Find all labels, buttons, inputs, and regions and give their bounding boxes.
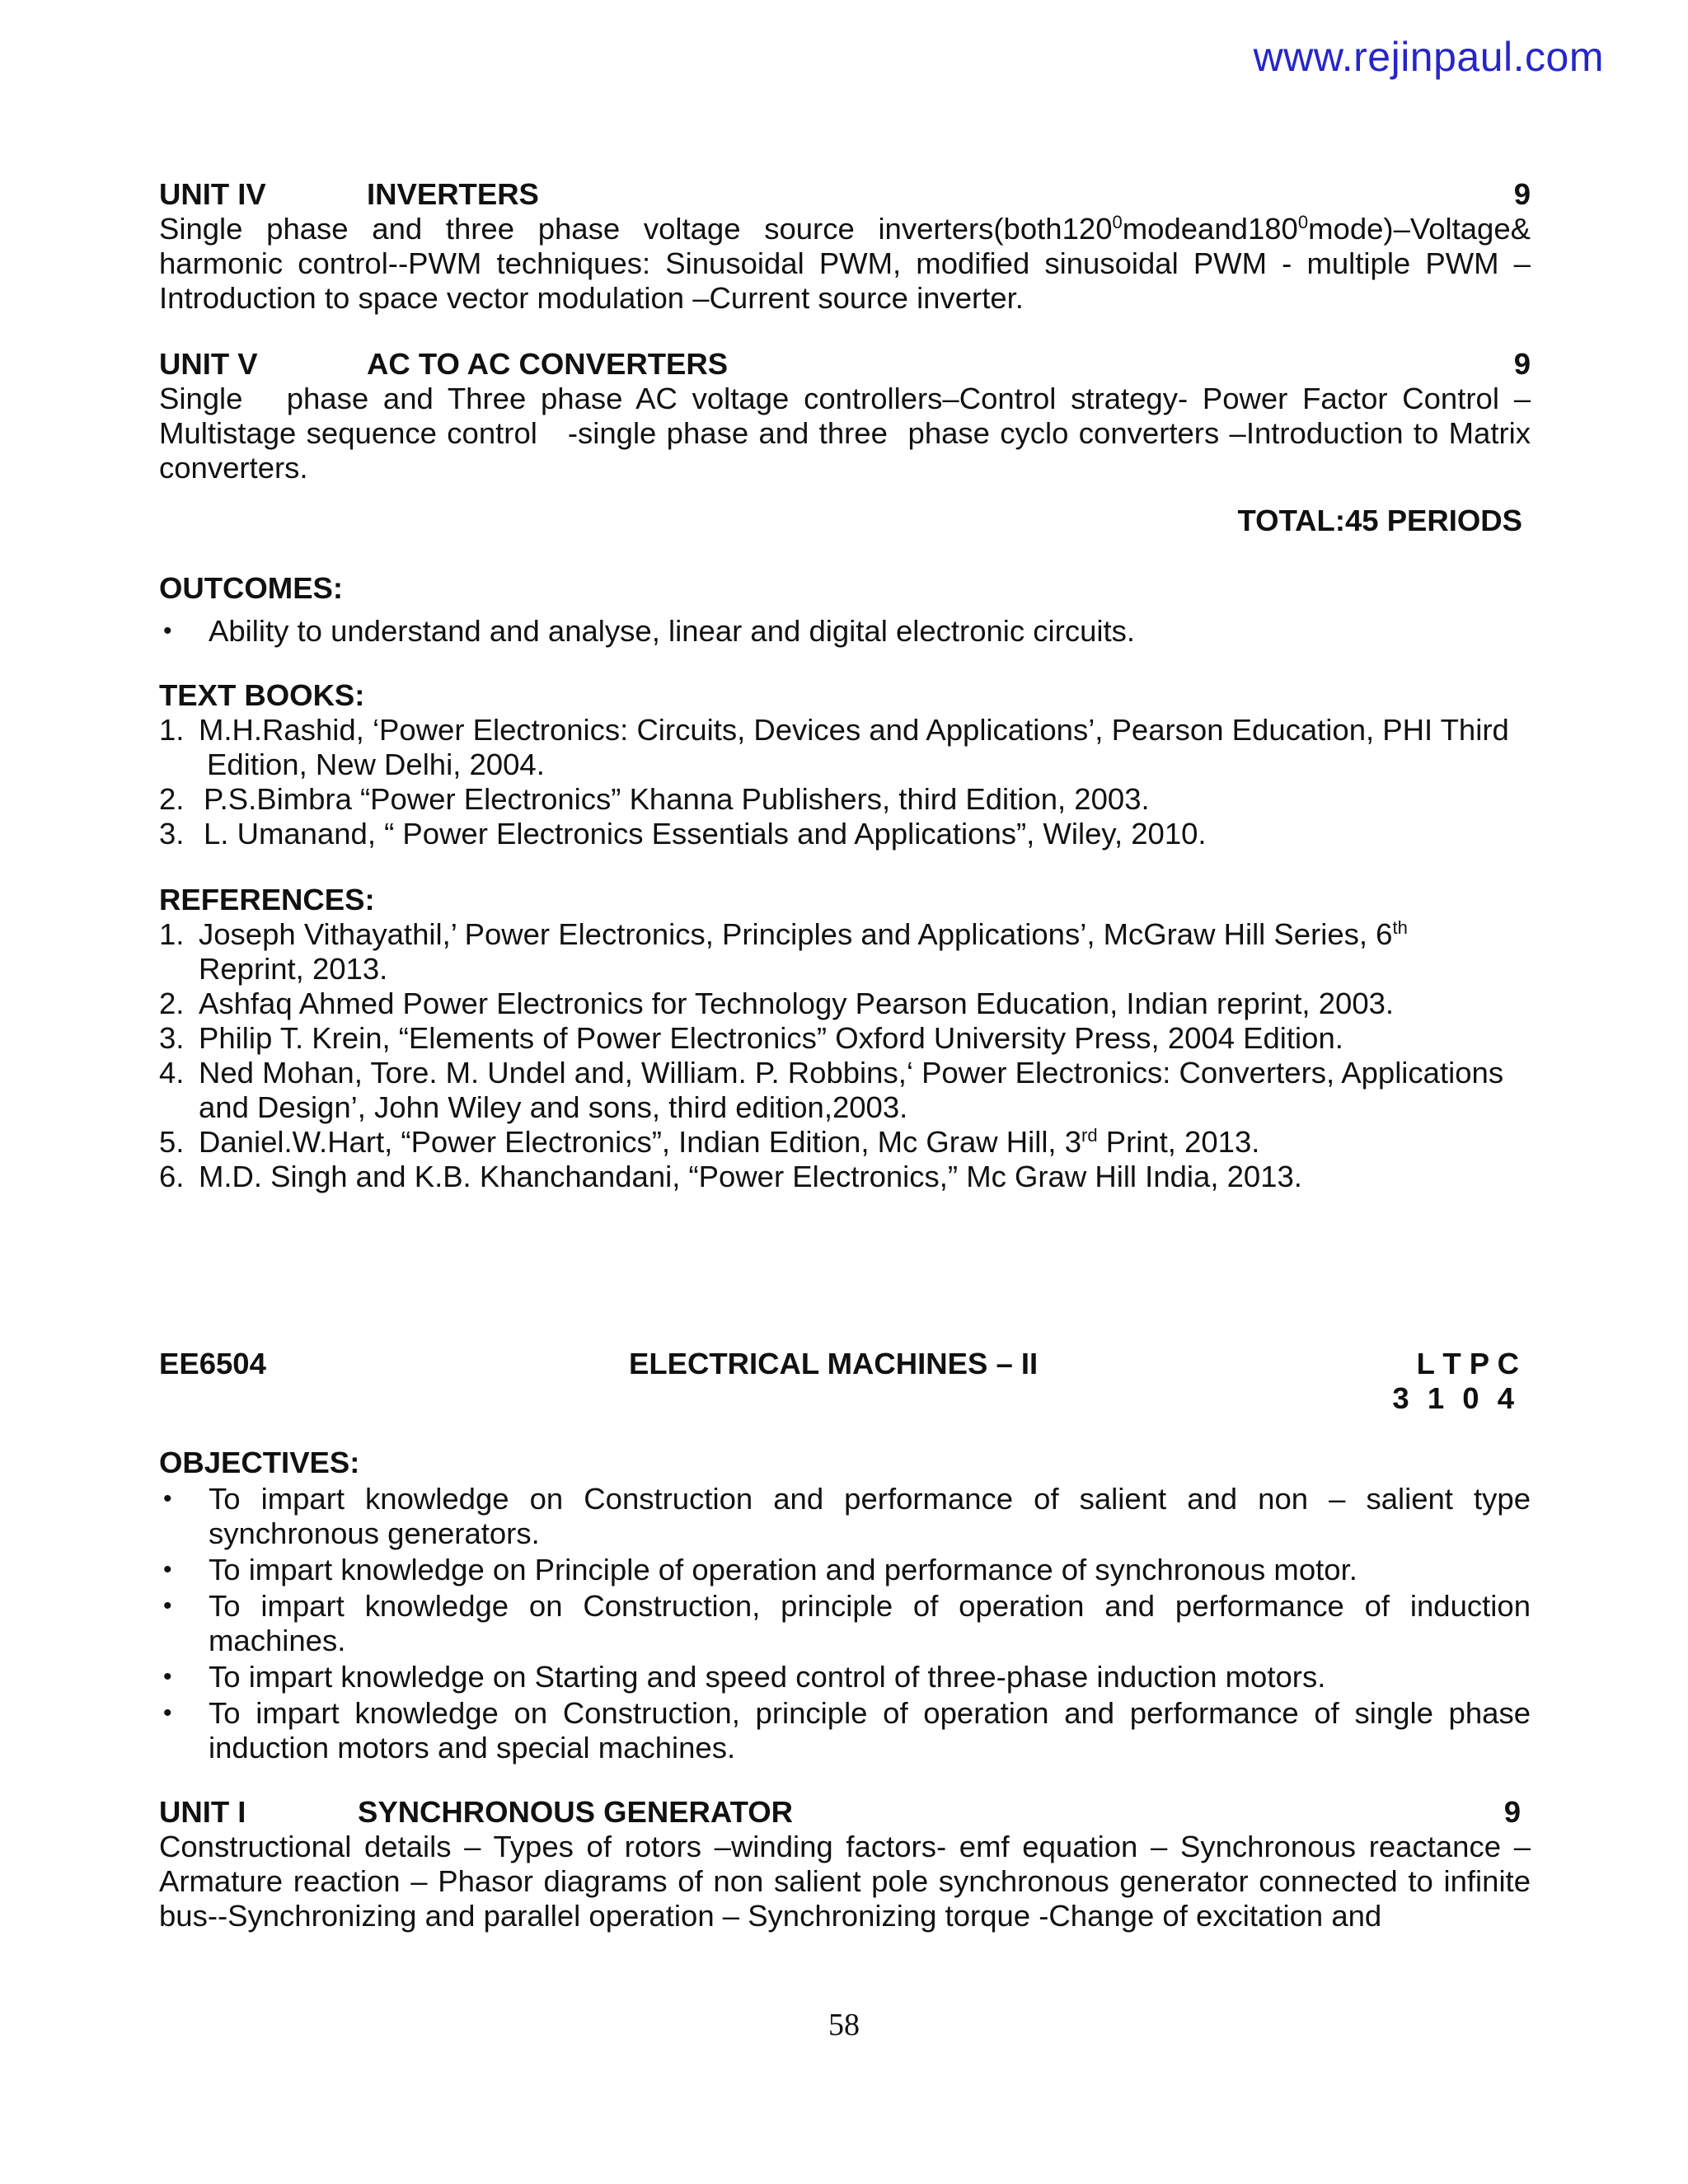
item-number: 3. (159, 817, 185, 851)
item-text: L. Umanand, “ Power Electronics Essentials and Applications”, Wiley, 2010. (204, 817, 1207, 851)
unit-iv-code: UNIT IV (159, 177, 266, 211)
item-number: 4. (159, 1056, 185, 1090)
course-code: EE6504 (159, 1347, 266, 1380)
item-text-end: Print, 2013. (1097, 1125, 1260, 1159)
references-list (159, 917, 1531, 1194)
unit-iv-sup-2: 0 (1297, 211, 1309, 232)
item-number: 3. (159, 1021, 185, 1055)
objectives-list (159, 1482, 1531, 1765)
item-number: 1. (159, 713, 185, 747)
objectives-title: OBJECTIVES: (159, 1446, 360, 1479)
page-content (159, 177, 1540, 1933)
objective-text: To impart knowledge on Construction, principle of operation and performance of single phase induction motors and special machines. (209, 1696, 1531, 1765)
list-item (159, 1660, 1531, 1694)
list-item (159, 917, 1531, 987)
unit-iv-body (159, 212, 1531, 316)
list-item (159, 713, 1531, 782)
list-item (159, 782, 1531, 817)
total-periods: TOTAL:45 PERIODS (1237, 504, 1522, 537)
unit-i-code: UNIT I (159, 1795, 246, 1829)
course-header (159, 1347, 1531, 1381)
list-item (159, 1482, 1531, 1551)
course-ltpc-values: 3 1 0 4 (1392, 1381, 1519, 1415)
unit-iv-text-a: Single phase and three phase voltage source inverters(both120 (159, 212, 1113, 246)
list-item (159, 1589, 1531, 1658)
course-title: ELECTRICAL MACHINES – II (629, 1347, 1039, 1380)
item-sup: th (1392, 916, 1408, 938)
list-item (159, 817, 1531, 851)
outcome-text: Ability to understand and analyse, linear and digital electronic circuits. (209, 614, 1136, 648)
unit-iv-hours: 9 (1513, 177, 1531, 211)
item-text-cont: Reprint, 2013. (199, 952, 388, 986)
item-text: Ned Mohan, Tore. M. Undel and, William. P. Robbins,‘ Power Electronics: Converters, Applications and Design’, John Wiley and sons, third edition,2003. (199, 1056, 1504, 1124)
objective-text: To impart knowledge on Construction, principle of operation and performance of induction machines. (209, 1589, 1531, 1657)
unit-i-title: SYNCHRONOUS GENERATOR (358, 1795, 793, 1829)
item-sup: rd (1081, 1124, 1098, 1146)
objective-text: To impart knowledge on Principle of operation and performance of synchronous motor. (209, 1553, 1357, 1586)
item-text: Daniel.W.Hart, “Power Electronics”, Indian Edition, Mc Graw Hill, 3 (199, 1125, 1082, 1159)
unit-i-heading (159, 1795, 1531, 1830)
item-text: M.D. Singh and K.B. Khanchandani, “Power Electronics,” Mc Graw Hill India, 2013. (199, 1160, 1302, 1193)
bullet-icon: • (163, 1556, 172, 1583)
text-books-title: TEXT BOOKS: (159, 678, 365, 712)
list-item (159, 1553, 1531, 1587)
text-books-list (159, 713, 1531, 851)
list-item (159, 987, 1531, 1021)
unit-i-hours: 9 (1503, 1795, 1521, 1829)
item-text: Ashfaq Ahmed Power Electronics for Technology Pearson Education, Indian reprint, 2003. (199, 987, 1395, 1020)
unit-v-code: UNIT V (159, 347, 258, 381)
item-text: Joseph Vithayathil,’ Power Electronics, Principles and Applications’, McGraw Hill Series, 6 (199, 917, 1393, 951)
list-item (159, 614, 1531, 649)
unit-v-body: Single phase and Three phase AC voltage controllers–Control strategy- Power Factor Control – Multistage sequence control -single phase and three phase cyclo converters –Introduction to Matrix converters. (159, 382, 1540, 485)
item-text-cont: Edition, New Delhi, 2004. (207, 748, 545, 781)
unit-iv-sup-1: 0 (1112, 211, 1123, 232)
unit-iv-title: INVERTERS (367, 177, 539, 211)
unit-iv-heading (159, 177, 1531, 212)
list-item (159, 1021, 1531, 1056)
references-title: REFERENCES: (159, 883, 375, 916)
item-number: 5. (159, 1125, 185, 1159)
page-number: 58 (828, 2008, 860, 2042)
item-number: 1. (159, 917, 185, 951)
objective-text: To impart knowledge on Construction and performance of salient and non – salient type synchronous generators. (209, 1482, 1531, 1550)
bullet-icon: • (163, 1699, 172, 1727)
unit-iv-text-c: mode)–Voltage& harmonic control--PWM techniques: Sinusoidal PWM, modified sinusoidal PWM - multiple PWM – Introduction to space vector modulation –Current source inverter. (159, 212, 1531, 315)
item-text: P.S.Bimbra “Power Electronics” Khanna Publishers, third Edition, 2003. (204, 782, 1150, 816)
list-item (159, 1125, 1531, 1160)
list-item (159, 1160, 1531, 1194)
item-text: Philip T. Krein, “Elements of Power Electronics” Oxford University Press, 2004 Edition. (199, 1021, 1343, 1055)
unit-iv-text-b: modeand180 (1122, 212, 1298, 246)
bullet-icon: • (163, 1592, 172, 1619)
outcomes-list (159, 614, 1531, 649)
course-ltpc-label: L T P C (1416, 1347, 1519, 1380)
outcomes-title: OUTCOMES: (159, 571, 344, 605)
item-number: 2. (159, 782, 185, 816)
unit-i-body: Constructional details – Types of rotors –winding factors- emf equation – Synchronous reactance – Armature reaction – Phasor diagrams of non salient pole synchronous generator connected to infinite bus--Synchronizing and parallel operation – Synchronizing torque -Change of excitation and (159, 1830, 1531, 1933)
list-item (159, 1056, 1531, 1125)
unit-v-hours: 9 (1513, 347, 1531, 381)
bullet-icon: • (163, 1485, 172, 1512)
unit-v-title: AC TO AC CONVERTERS (367, 347, 729, 381)
item-number: 2. (159, 987, 185, 1020)
item-number: 6. (159, 1160, 185, 1193)
unit-v-heading (159, 347, 1531, 382)
item-text: M.H.Rashid, ‘Power Electronics: Circuits, Devices and Applications’, Pearson Education, PHI Third (199, 713, 1509, 747)
bullet-icon: • (163, 1663, 172, 1690)
header-url[interactable]: www.rejinpaul.com (1253, 34, 1604, 80)
bullet-icon: • (163, 617, 172, 644)
objective-text: To impart knowledge on Starting and speed control of three-phase induction motors. (209, 1660, 1326, 1694)
list-item (159, 1696, 1531, 1765)
